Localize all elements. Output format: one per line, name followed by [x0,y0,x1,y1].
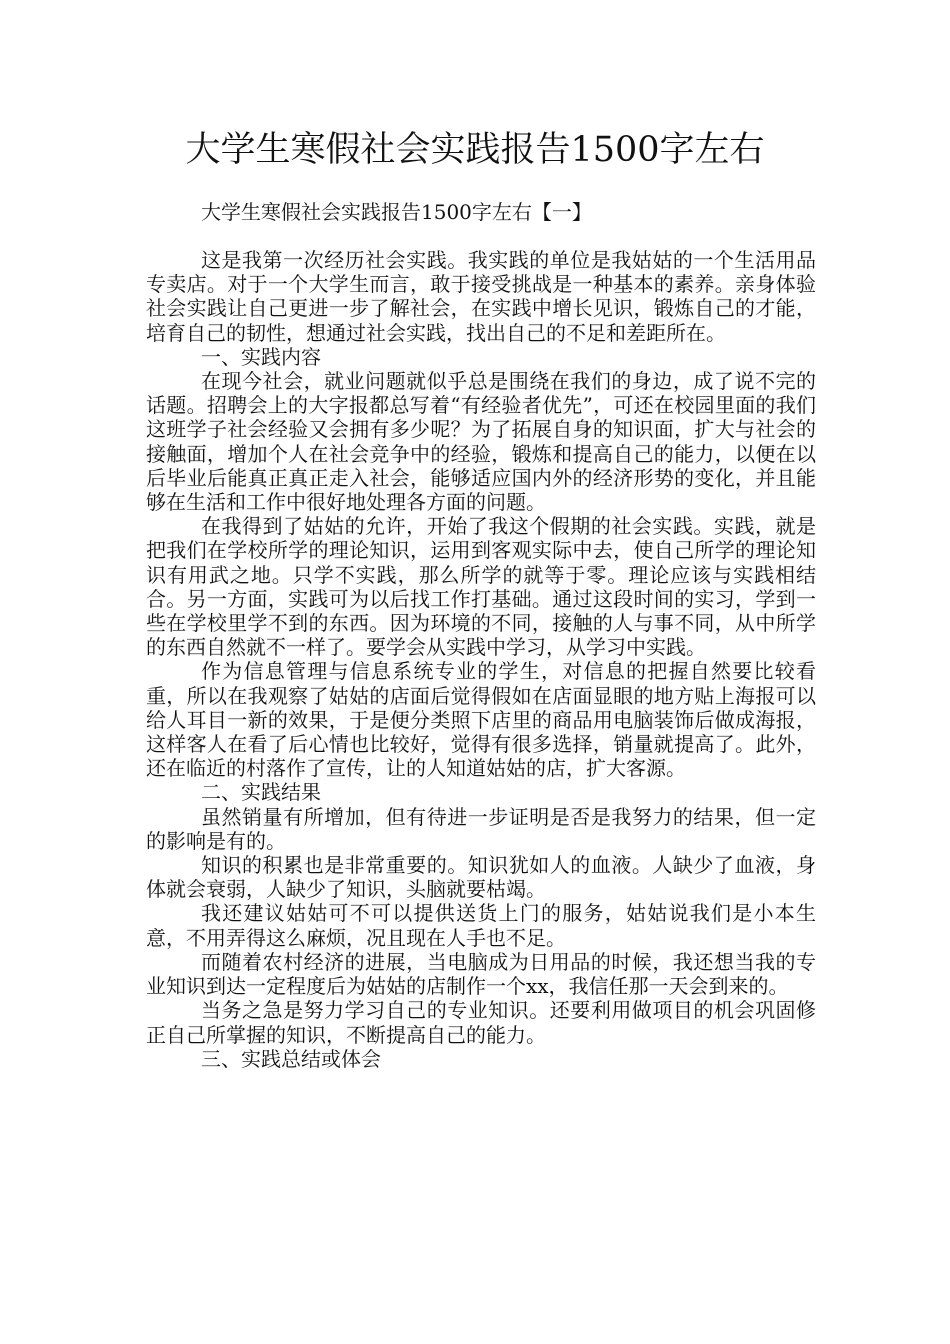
paragraph: 知识的积累也是非常重要的。知识犹如人的血液。人缺少了血液，身体就会衰弱，人缺少了知识，头脑就要枯竭。 [146,853,816,902]
section-heading-summary: 三、实践总结或体会 [201,1046,381,1071]
section-heading-content: 一、实践内容 [201,344,321,369]
paragraph: 我还建议姑姑可不可以提供送货上门的服务，姑姑说我们是小本生意，不用弄得这么麻烦，况且现在人手也不足。 [146,901,816,950]
paragraph: 虽然销量有所增加，但有待进一步证明是否是我努力的结果，但一定的影响是有的。 [146,804,816,853]
document-title: 大学生寒假社会实践报告1500字左右 [185,130,765,170]
paragraph: 而随着农村经济的进展，当电脑成为日用品的时候，我还想当我的专业知识到达一定程度后为姑姑的店制作一个xx，我信任那一天会到来的。 [146,949,816,999]
paragraph: 当务之急是努力学习自己的专业知识。还要利用做项目的机会巩固修正自己所掌握的知识，不断提高自己的能力。 [146,998,816,1047]
paragraph: 作为信息管理与信息系统专业的学生，对信息的把握自然要比较看重，所以在我观察了姑姑的店面后觉得假如在店面显眼的地方贴上海报可以给人耳目一新的效果，于是便分类照下店里的商品用电脑装饰后做成海报，这样客人在看了后心情也比较好，觉得有很多选择，销量就提高了。此外，还在临近的村落作了宣传，让的人知道姑姑的店，扩大客源。 [146,659,816,781]
document-body [146,248,816,1071]
paragraph: 在现今社会，就业问题就似乎总是围绕在我们的身边，成了说不完的话题。招聘会上的大字报都总写着“有经验者优先”，可还在校园里面的我们这班学子社会经验又会拥有多少呢？为了拓展自身的知识面，扩大与社会的接触面，增加个人在社会竞争中的经验，锻炼和提高自己的能力，以便在以后毕业后能真正真正走入社会，能够适应国内外的经济形势的变化，并且能够在生活和工作中很好地处理各方面的问题。 [146,369,816,515]
paragraph-intro: 这是我第一次经历社会实践。我实践的单位是我姑姑的一个生活用品专卖店。对于一个大学生而言，敢于接受挑战是一种基本的素养。亲身体验社会实践让自己更进一步了解社会，在实践中增长见识，锻炼自己的才能，培育自己的韧性，想通过社会实践，找出自己的不足和差距所在。 [146,248,816,345]
section-heading-results: 二、实践结果 [201,780,321,805]
document-subtitle: 大学生寒假社会实践报告1500字左右【一】 [201,200,592,224]
paragraph: 在我得到了姑姑的允许，开始了我这个假期的社会实践。实践，就是把我们在学校所学的理论知识，运用到客观实际中去，使自己所学的理论知识有用武之地。只学不实践，那么所学的就等于零。理论应该与实践相结合。另一方面，实践可为以后找工作打基础。通过这段时间的实习，学到一些在学校里学不到的东西。因为环境的不同，接触的人与事不同，从中所学的东西自然就不一样了。要学会从实践中学习，从学习中实践。 [146,514,816,660]
